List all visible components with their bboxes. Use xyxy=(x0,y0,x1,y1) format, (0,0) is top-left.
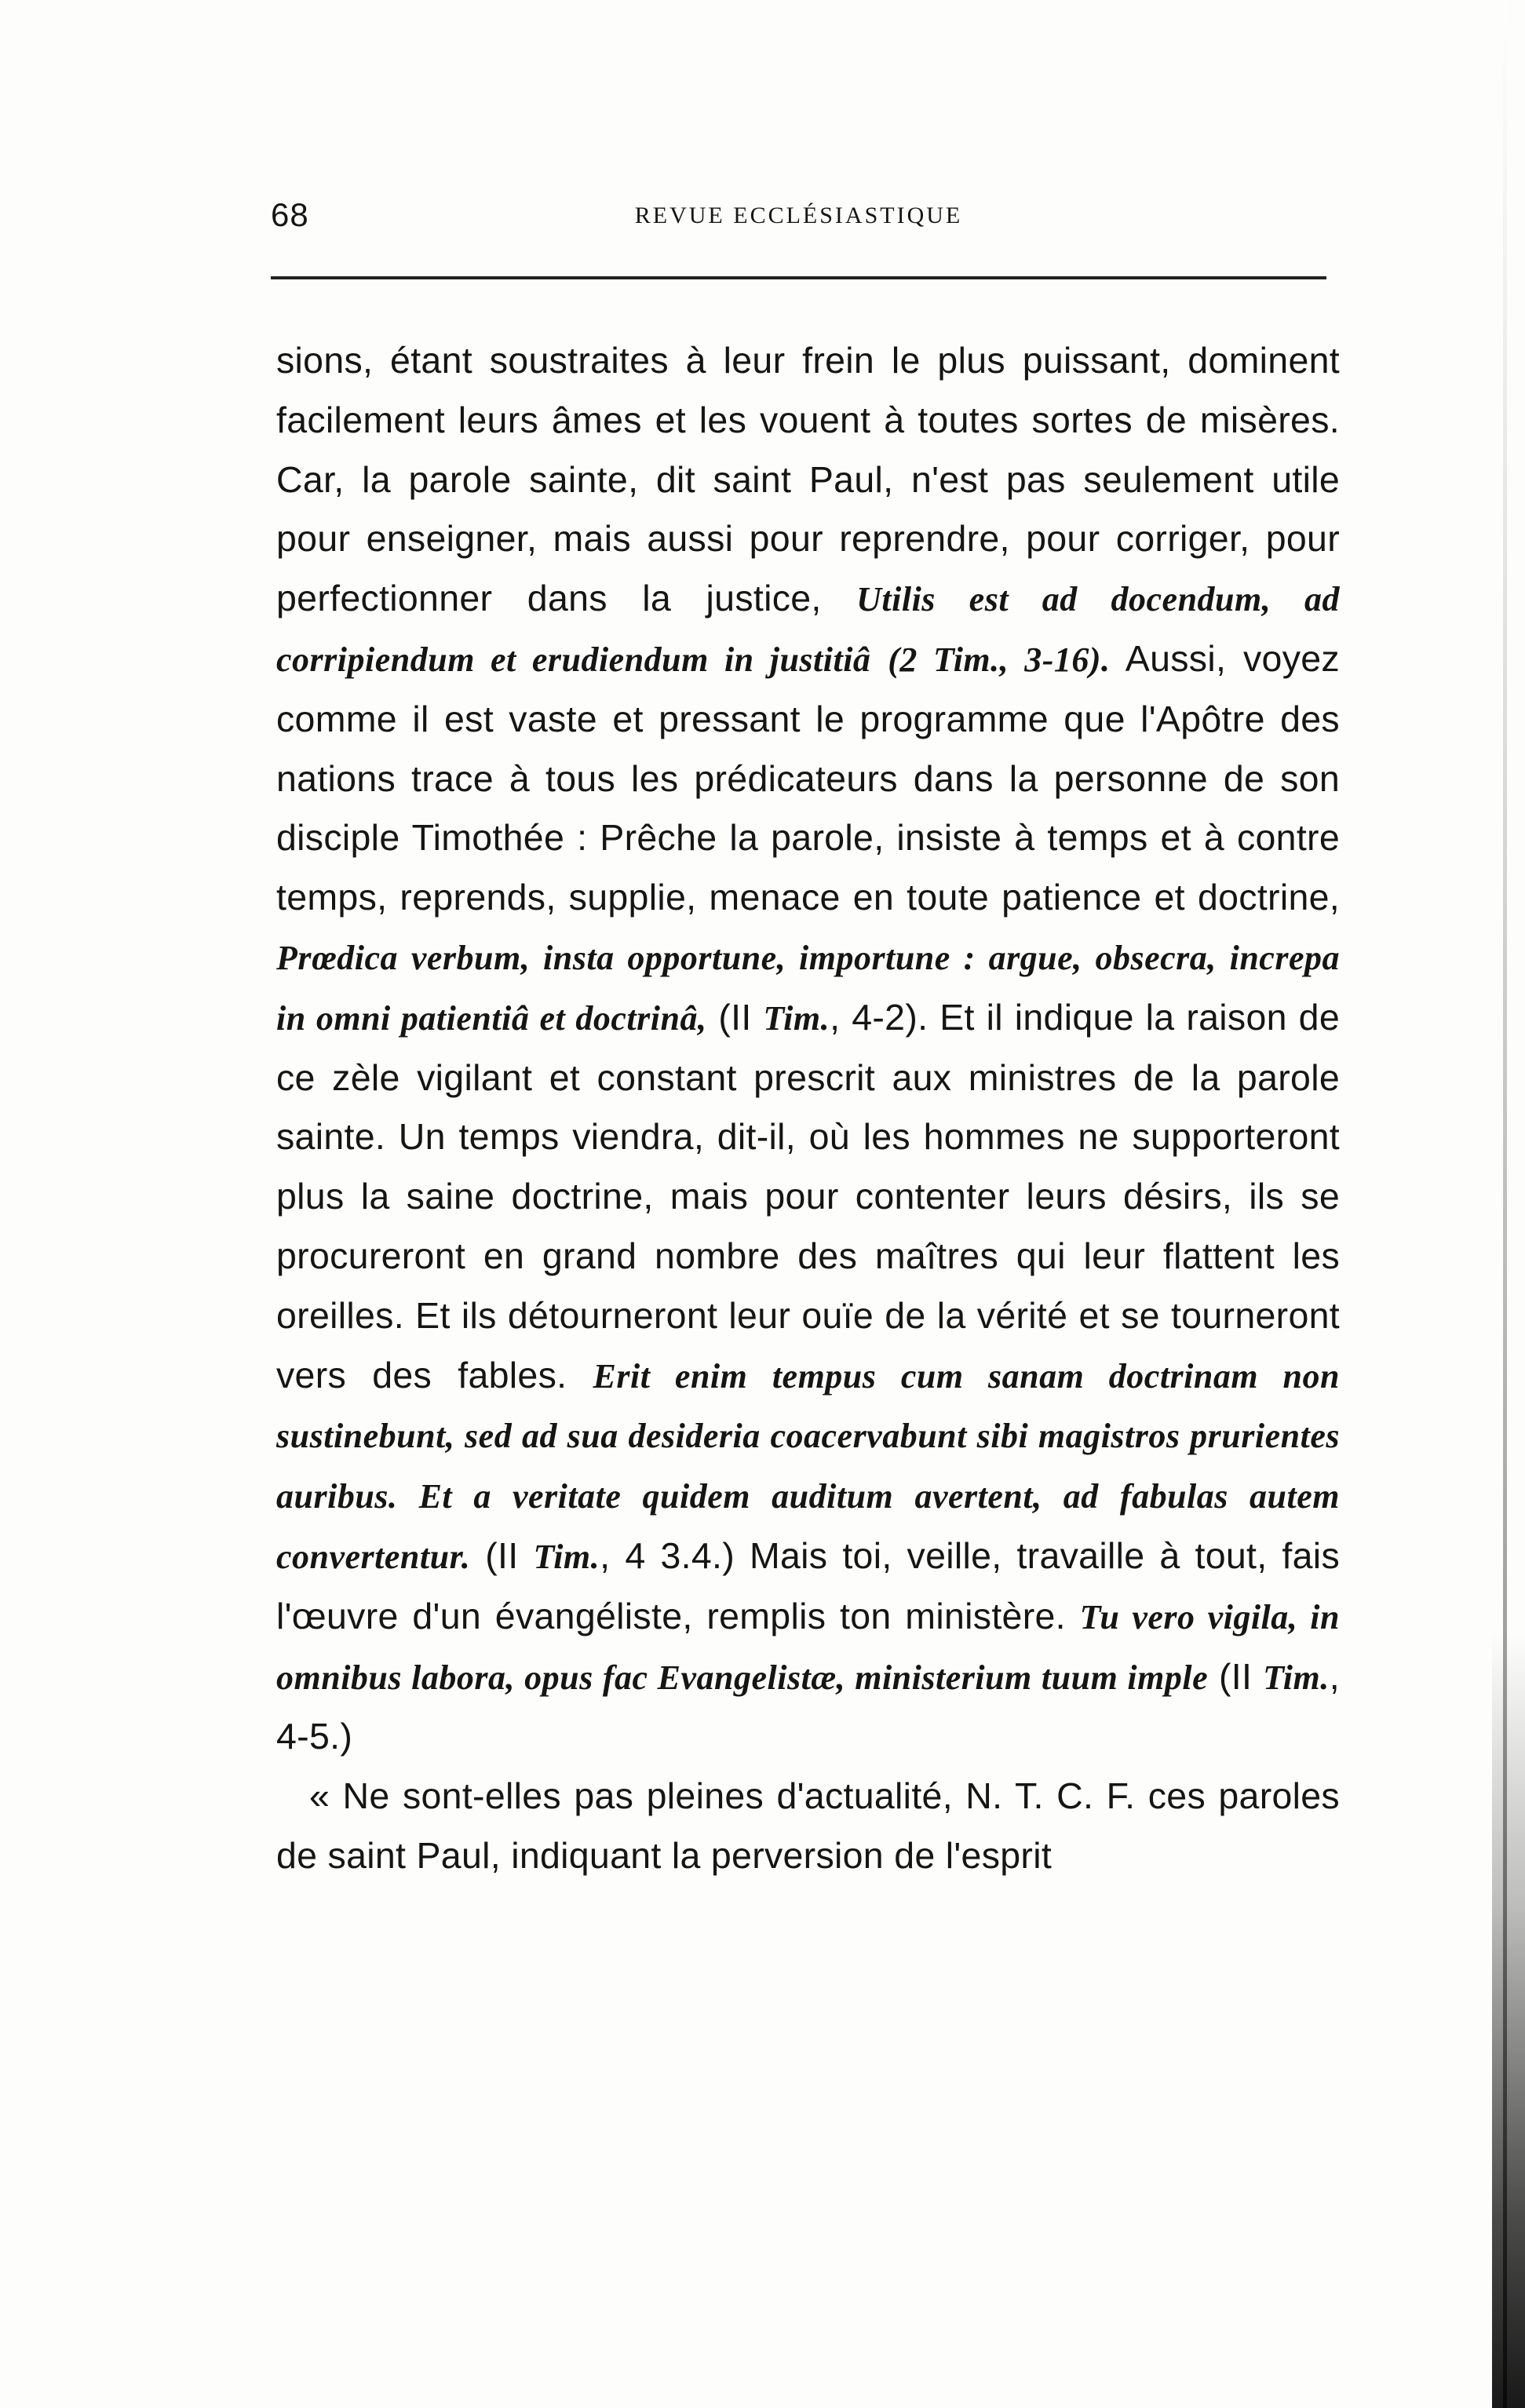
scan-edge-shadow xyxy=(1492,1633,1525,2408)
text-run: (II xyxy=(470,1534,534,1576)
text-run: Aussi, voyez comme il est vaste et pressant le programme que l'Apôtre des nations trace à tous les prédicateurs dans la personne de son disciple Timothée : Prêche la parole, insiste à temps et à contre temps, reprends, supplie, menace en toute patience et doctrine, xyxy=(276,637,1340,918)
text-run: , 4-2). Et il indique la raison de ce zèle vigilant et constant prescrit aux ministres de la parole sainte. Un temps viendra, dit-il, où les hommes ne supporteront plus la saine doctrine, mais pour contenter leurs désirs, ils se procureront en grand nombre des maîtres qui leur flattent les oreilles. Et ils détourneront leur ouïe de la vérité et se tourneront vers des fables. xyxy=(276,996,1340,1396)
latin-quotation: Erit enim tempus cum sanam doctrinam non sustinebunt, sed ad sua desideria coacervabunt sibi magistros prurientes auribus. Et a veritate quidem auditum avertent, ad fabulas autem convertentur. xyxy=(276,1356,1340,1576)
latin-quotation: Prœdica verbum, insta opportune, importune : argue, obsecra, increpa in omni patientiâ et doctrinâ, xyxy=(276,938,1340,1038)
body-text xyxy=(276,331,1340,1886)
latin-quotation: Tim. xyxy=(533,1537,600,1576)
text-run: (II xyxy=(1208,1655,1264,1697)
latin-quotation: Tim. xyxy=(763,998,830,1038)
text-run: , 4 3.4.) Mais toi, veille, travaille à tout, fais l'œuvre d'un évangéliste, remplis ton ministère. xyxy=(276,1534,1340,1636)
paragraph-1 xyxy=(276,331,1340,1767)
text-run: , 4-5.) xyxy=(276,1655,1340,1757)
scan-edge xyxy=(1454,0,1525,2408)
text-run: sions, étant soustraites à leur frein le plus puissant, dominent facilement leurs âmes et les vouent à toutes sortes de misères. Car, la parole sainte, dit saint Paul, n'est pas seulement utile pour enseigner, mais aussi pour reprendre, pour corriger, pour perfectionner dans la justice, xyxy=(276,340,1340,619)
latin-quotation: Tu vero vigila, in omnibus labora, opus fac Evangelistæ, ministerium tuum imple xyxy=(276,1597,1341,1697)
latin-quotation: Utilis est ad docendum, ad corripiendum et erudiendum in justitiâ xyxy=(276,580,1340,679)
running-head xyxy=(271,196,1326,243)
text-run xyxy=(870,638,888,679)
text-run: (II xyxy=(706,996,764,1038)
header-rule xyxy=(271,276,1326,279)
page-number: 68 xyxy=(271,196,309,233)
latin-quotation: Tim. xyxy=(1263,1658,1330,1697)
running-title: REVUE ECCLÉSIASTIQUE xyxy=(634,202,963,228)
paragraph-2: « Ne sont-elles pas pleines d'actualité, N. T. C. F. ces paroles de saint Paul, indiquant la perversion de l'esprit xyxy=(276,1775,1340,1876)
latin-quotation: (2 Tim., 3-16). xyxy=(888,640,1111,679)
